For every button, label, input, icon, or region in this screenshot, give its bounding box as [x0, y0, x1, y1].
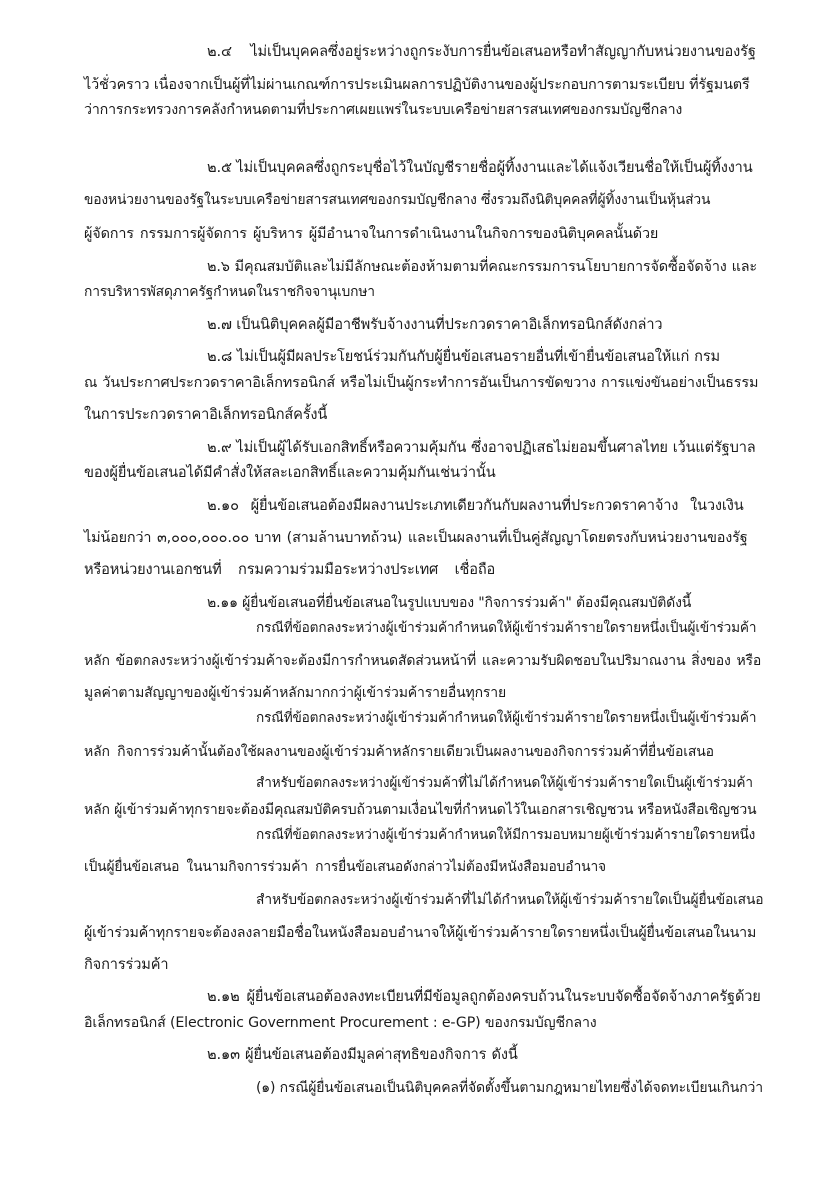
clause-2-5-line-1: ๒.๕ ไม่เป็นบุคคลซึ่งถูกระบุชื่อไว้ในบัญชีรายชื่อผู้ทิ้งงานและได้แจ้งเวียนชื่อให้เป็นผู้ทิ้งงาน	[207, 159, 753, 176]
clause-2-13-line-1: ๒.๑๓ ผู้ยื่นข้อเสนอต้องมีมูลค่าสุทธิของกิจการ ดังนี้	[207, 1046, 518, 1063]
clause-2-10-line-2: ไม่น้อยกว่า ๓,๐๐๐,๐๐๐.๐๐ บาท (สามล้านบาทถ้วน) และเป็นผลงานที่เป็นคู่สัญญาโดยตรงกับหน่วยงานของรัฐ	[84, 530, 748, 546]
clause-2-4-line-1: ๒.๔ ไม่เป็นบุคคลซึ่งอยู่ระหว่างถูกระงับการยื่นข้อเสนอหรือทำสัญญากับหน่วยงานของรัฐ	[207, 43, 756, 60]
clause-2-4-line-2: ไว้ชั่วคราว เนื่องจากเป็นผู้ที่ไม่ผ่านเกณฑ์การประเมินผลการปฏิบัติงานของผู้ประกอบการตามระเบียบ ที่รัฐมนตรี	[84, 77, 750, 93]
clause-2-7-line-1: ๒.๗ เป็นนิติบุคคลผู้มีอาชีพรับจ้างงานที่ประกวดราคาอิเล็กทรอนิกส์ดังกล่าว	[207, 316, 663, 333]
clause-2-11-line-10: เป็นผู้ยื่นข้อเสนอ ในนามกิจการร่วมค้า การยื่นข้อเสนอดังกล่าวไม่ต้องมีหนังสือมอบอำนาจ	[84, 859, 606, 875]
clause-2-11-line-12: ผู้เข้าร่วมค้าทุกรายจะต้องลงลายมือชื่อในหนังสือมอบอำนาจให้ผู้เข้าร่วมค้ารายใดรายหนึ่งเป็นผู้ยื่นข้อเสนอในนาม	[84, 925, 757, 941]
clause-2-8-line-1: ๒.๘ ไม่เป็นผู้มีผลประโยชน์ร่วมกันกับผู้ยื่นข้อเสนอรายอื่นที่เข้ายื่นข้อเสนอให้แก่ กรม	[207, 348, 721, 365]
clause-2-8-line-3: ในการประกวดราคาอิเล็กทรอนิกส์ครั้งนี้	[84, 406, 328, 423]
clause-2-12-line-2: อิเล็กทรอนิกส์ (Electronic Government Procurement : e-GP) ของกรมบัญชีกลาง	[84, 1015, 597, 1031]
clause-2-11-line-4: มูลค่าตามสัญญาของผู้เข้าร่วมค้าหลักมากกว่าผู้เข้าร่วมค้ารายอื่นทุกราย	[84, 685, 507, 701]
clause-2-11-line-2: กรณีที่ข้อตกลงระหว่างผู้เข้าร่วมค้ากำหนดให้ผู้เข้าร่วมค้ารายใดรายหนึ่งเป็นผู้เข้าร่วมค้า	[256, 620, 757, 636]
clause-2-5-line-3: ผู้จัดการ กรรมการผู้จัดการ ผู้บริหาร ผู้มีอำนาจในการดำเนินงานในกิจการของนิติบุคคลนั้นด้วย	[84, 226, 659, 242]
clause-2-11-line-13: กิจการร่วมค้า	[84, 956, 169, 973]
clause-2-11-line-7: สำหรับข้อตกลงระหว่างผู้เข้าร่วมค้าที่ไม่ได้กำหนดให้ผู้เข้าร่วมค้ารายใดเป็นผู้เข้าร่วมค้า	[256, 775, 753, 791]
clause-2-12-line-1: ๒.๑๒ ผู้ยื่นข้อเสนอต้องลงทะเบียนที่มีข้อมูลถูกต้องครบถ้วนในระบบจัดซื้อจัดจ้างภาครัฐด้วย	[207, 988, 761, 1005]
clause-2-11-line-5: กรณีที่ข้อตกลงระหว่างผู้เข้าร่วมค้ากำหนดให้ผู้เข้าร่วมค้ารายใดรายหนึ่งเป็นผู้เข้าร่วมค้า	[256, 710, 757, 726]
clause-2-4-line-3: ว่าการกระทรวงการคลังกำหนดตามที่ประกาศเผยแพร่ในระบบเครือข่ายสารสนเทศของกรมบัญชีกลาง	[84, 102, 683, 118]
clause-2-11-line-11: สำหรับข้อตกลงระหว่างผู้เข้าร่วมค้าที่ไม่ได้กำหนดให้ผู้เข้าร่วมค้ารายใดเป็นผู้ยื่นข้อเสนอ	[256, 892, 764, 908]
clause-2-11-line-6: หลัก กิจการร่วมค้านั้นต้องใช้ผลงานของผู้เข้าร่วมค้าหลักรายเดียวเป็นผลงานของกิจการร่วมค้าที่ยื่นข้อเสนอ	[84, 744, 714, 760]
clause-2-11-line-1: ๒.๑๑ ผู้ยื่นข้อเสนอที่ยื่นข้อเสนอในรูปแบบของ "กิจการร่วมค้า" ต้องมีคุณสมบัติดังนี้	[207, 595, 692, 611]
clause-2-10-line-3: หรือหน่วยงานเอกชนที่ กรมความร่วมมือระหว่างประเทศ เชื่อถือ	[84, 561, 496, 578]
clause-2-11-line-3: หลัก ข้อตกลงระหว่างผู้เข้าร่วมค้าจะต้องมีการกำหนดสัดส่วนหน้าที่ และความรับผิดชอบในปริมาณงาน สิ่งของ หรือ	[84, 653, 762, 669]
clause-2-11-line-9: กรณีที่ข้อตกลงระหว่างผู้เข้าร่วมค้ากำหนดให้มีการมอบหมายผู้เข้าร่วมค้ารายใดรายหนึ่ง	[256, 827, 756, 843]
clause-2-10-line-1: ๒.๑๐ ผู้ยื่นข้อเสนอต้องมีผลงานประเภทเดียวกันกับผลงานที่ประกวดราคาจ้าง ในวงเงิน	[207, 497, 744, 514]
clause-2-11-line-8: หลัก ผู้เข้าร่วมค้าทุกรายจะต้องมีคุณสมบัติครบถ้วนตามเงื่อนไขที่กำหนดไว้ในเอกสารเชิญชวน หรือหนังสือเชิญชวน	[84, 802, 757, 818]
clause-2-13-line-2: (๑) กรณีผู้ยื่นข้อเสนอเป็นนิติบุคคลที่จัดตั้งขึ้นตามกฎหมายไทยซึ่งได้จดทะเบียนเกินกว่า	[256, 1080, 763, 1096]
clause-2-6-line-2: การบริหารพัสดุภาครัฐกำหนดในราชกิจจานุเบกษา	[84, 284, 375, 300]
clause-2-8-line-2: ณ วันประกาศประกวดราคาอิเล็กทรอนิกส์ หรือไม่เป็นผู้กระทำการอันเป็นการขัดขวาง การแข่งขันอย่างเป็นธรรม	[84, 375, 759, 391]
clause-2-9-line-2: ของผู้ยื่นข้อเสนอได้มีคำสั่งให้สละเอกสิทธิ์และความคุ้มกันเช่นว่านั้น	[84, 464, 496, 481]
clause-2-5-line-2: ของหน่วยงานของรัฐในระบบเครือข่ายสารสนเทศของกรมบัญชีกลาง ซึ่งรวมถึงนิติบุคคลที่ผู้ทิ้งงานเป็นหุ้นส่วน	[84, 192, 711, 208]
clause-2-6-line-1: ๒.๖ มีคุณสมบัติและไม่มีลักษณะต้องห้ามตามที่คณะกรรมการนโยบายการจัดซื้อจัดจ้าง และ	[207, 259, 757, 275]
clause-2-9-line-1: ๒.๙ ไม่เป็นผู้ได้รับเอกสิทธิ์หรือความคุ้มกัน ซึ่งอาจปฏิเสธไม่ยอมขึ้นศาลไทย เว้นแต่รัฐบาล	[207, 439, 756, 456]
